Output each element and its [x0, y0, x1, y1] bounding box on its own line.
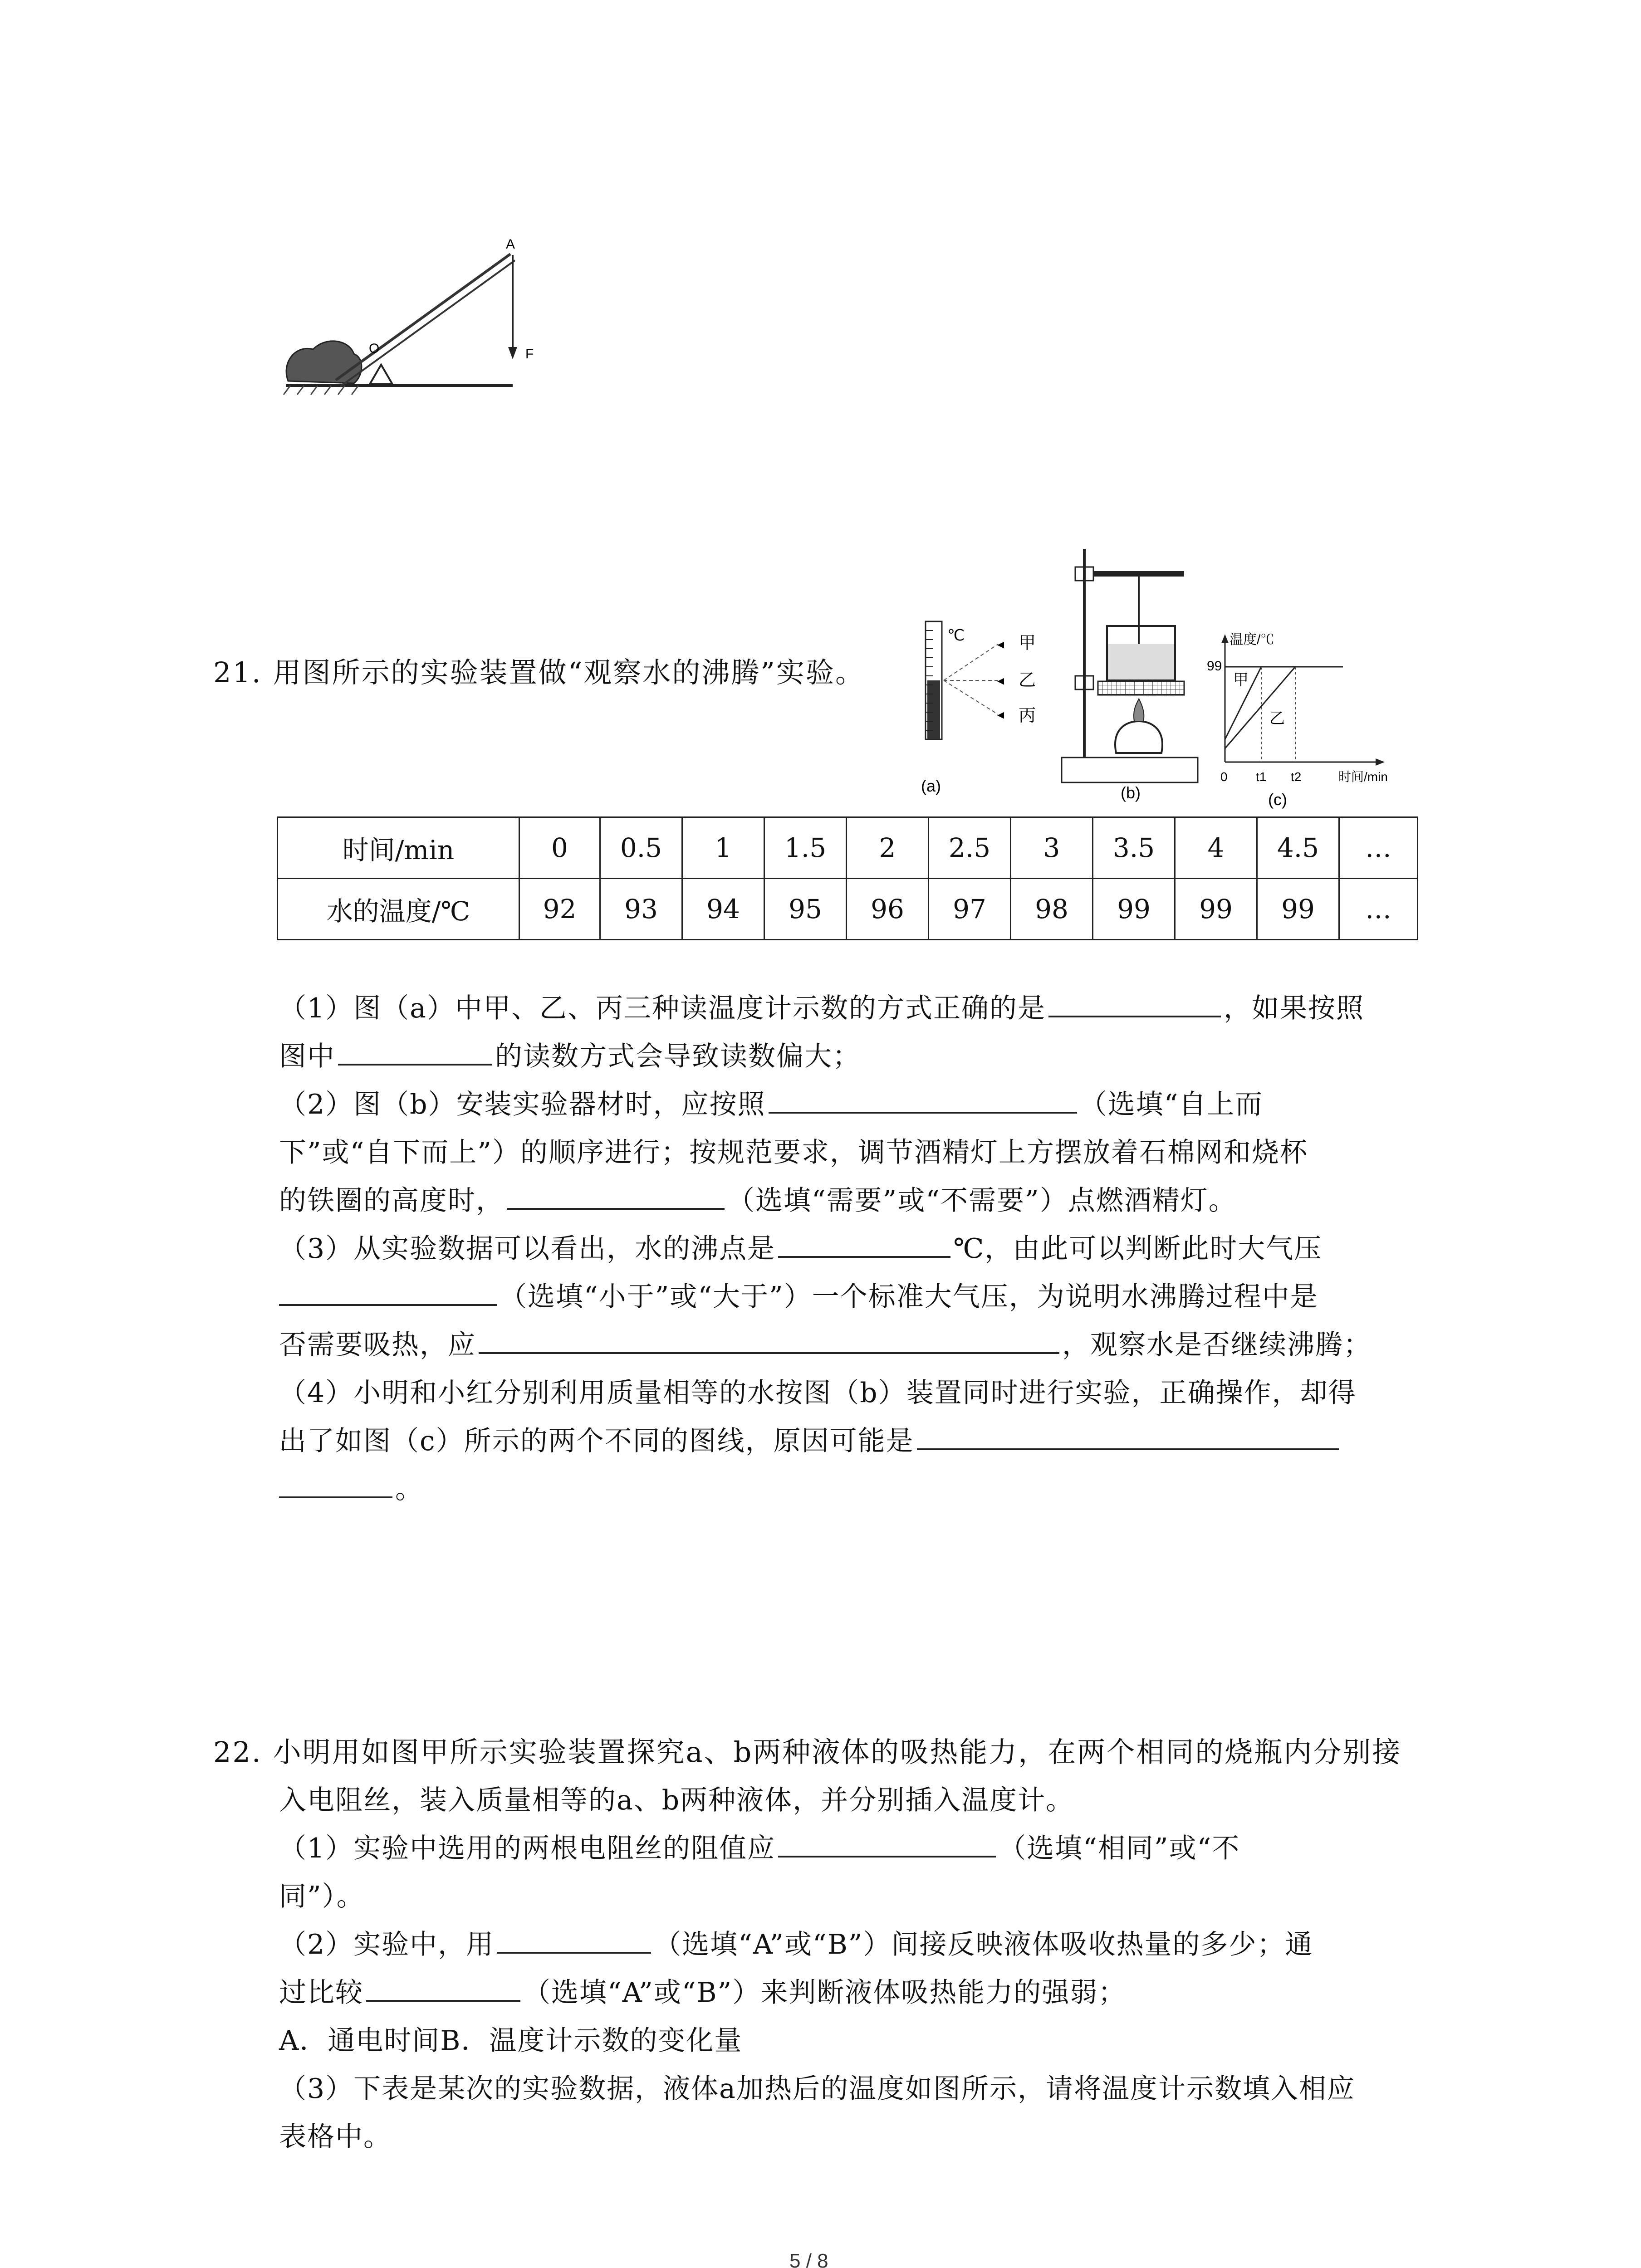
reader-jia: 甲	[1019, 634, 1036, 653]
table-cell: 3	[1011, 817, 1093, 879]
answer-blank[interactable]	[1048, 987, 1221, 1017]
q22-text: （选填“A”或“B”）来判断液体吸热能力的强弱；	[523, 1977, 1127, 2009]
table-cell: …	[1339, 879, 1418, 940]
q22-number: 22.	[213, 1735, 262, 1769]
q22-line1	[213, 1728, 1401, 1776]
graph-t1: t1	[1256, 770, 1267, 784]
q21-text: 。	[395, 1473, 423, 1505]
q21-text: （选填“小于”或“大于”）一个标准大气压，为说明水沸腾过程中是	[500, 1281, 1318, 1313]
q21-text: 的铁圈的高度时，	[279, 1185, 504, 1217]
table-cell: 99	[1175, 879, 1257, 940]
table-cell: 2.5	[929, 817, 1011, 879]
lever-bar	[336, 254, 510, 380]
eye-symbol-1: ◂	[997, 637, 1004, 652]
q21-prompt: 用图所示的实验装置做“观察水的沸腾”实验。	[273, 656, 865, 689]
q22-options	[279, 2017, 742, 2065]
table-header-temp: 水的温度/℃	[278, 879, 519, 940]
q21-text: （3）从实验数据可以看出，水的沸点是	[279, 1233, 776, 1265]
table-cell: 1.5	[764, 817, 847, 879]
graph-ylabel: 温度/℃	[1230, 632, 1274, 647]
answer-blank[interactable]	[366, 1972, 520, 2002]
q22-part1-line1	[279, 1824, 1240, 1872]
q21-text: 下”或“自下而上”）的顺序进行；按规范要求，调节酒精灯上方摆放着石棉网和烧杯	[279, 1137, 1308, 1168]
answer-blank[interactable]	[338, 1036, 492, 1066]
q21-text: （选填“需要”或“不需要”）点燃酒精灯。	[727, 1185, 1237, 1217]
q21-part2-line3	[279, 1177, 1237, 1225]
graph-origin: 0	[1220, 770, 1228, 784]
q22-part3-line1	[279, 2065, 1355, 2113]
q22-text: 同”）。	[279, 1881, 365, 1912]
table-cell: 4	[1175, 817, 1257, 879]
eye-symbol-2: ◂	[997, 673, 1004, 688]
table-cell: 0.5	[600, 817, 682, 879]
table-cell: 2	[847, 817, 929, 879]
reader-yi: 乙	[1019, 671, 1036, 690]
q21-text: 图中	[279, 1041, 335, 1072]
answer-blank[interactable]	[778, 1828, 996, 1857]
table-cell: 1	[682, 817, 764, 879]
table-row-time	[278, 817, 1418, 879]
table-cell: 93	[600, 879, 682, 940]
table-cell: 92	[519, 879, 600, 940]
answer-blank[interactable]	[279, 1276, 497, 1306]
q22-part3-line2	[279, 2113, 392, 2161]
q21-title	[213, 649, 865, 697]
table-row-temp	[278, 879, 1418, 940]
table-cell: 3.5	[1093, 817, 1175, 879]
answer-blank[interactable]	[479, 1324, 1059, 1354]
table-cell: 4.5	[1257, 817, 1339, 879]
answer-blank[interactable]	[778, 1228, 950, 1258]
figure-a-caption: (a)	[921, 777, 941, 795]
table-cell: 99	[1257, 879, 1339, 940]
eye-symbol-3: ◂	[997, 707, 1004, 722]
q22-part2-line2	[279, 1969, 1126, 2017]
answer-blank[interactable]	[279, 1468, 392, 1498]
table-cell: 97	[929, 879, 1011, 940]
q21-text: （2）图（b）安装实验器材时，应按照	[279, 1089, 766, 1120]
q22-text: 小明用如图甲所示实验装置探究a、b两种液体的吸热能力，在两个相同的烧瓶内分别接	[273, 1735, 1402, 1769]
q21-text: ，如果按照	[1223, 992, 1364, 1024]
answer-blank[interactable]	[769, 1084, 1077, 1114]
q21-part4-line3	[279, 1465, 423, 1513]
q22-text: （2）实验中，用	[279, 1929, 495, 1960]
q21-part1-line2	[279, 1032, 861, 1080]
figure-c-graph	[1207, 631, 1416, 812]
table-cell: 0	[519, 817, 600, 879]
q22-text: （选填“A”或“B”）间接反映液体吸收热量的多少；通	[654, 1929, 1313, 1960]
q22-text: （选填“相同”或“不	[999, 1833, 1240, 1864]
q21-part3-line1	[279, 1225, 1322, 1273]
q22-text: （1）实验中选用的两根电阻丝的阻值应	[279, 1833, 776, 1864]
label-F: F	[525, 347, 534, 362]
answer-blank[interactable]	[917, 1420, 1339, 1450]
reader-bing: 丙	[1019, 706, 1036, 725]
table-cell: 96	[847, 879, 929, 940]
unit-label: ℃	[947, 627, 965, 644]
q22-text: （3）下表是某次的实验数据，液体a加热后的温度如图所示，请将温度计示数填入相应	[279, 2073, 1355, 2105]
boiling-data-table	[277, 816, 1418, 940]
answer-blank[interactable]	[507, 1180, 725, 1210]
q21-part3-line2	[279, 1273, 1318, 1321]
table-header-time: 时间/min	[278, 817, 519, 879]
graph-tick-99: 99	[1207, 659, 1222, 674]
q22-line2	[279, 1776, 1074, 1824]
table-cell: 98	[1011, 879, 1093, 940]
q21-part1-line1	[279, 984, 1364, 1032]
label-yi: 乙	[1269, 710, 1285, 727]
q22-text: 表格中。	[279, 2121, 392, 2153]
q21-text: （1）图（a）中甲、乙、丙三种读温度计示数的方式正确的是	[279, 992, 1046, 1024]
wire-gauze	[1098, 681, 1184, 695]
figure-c-caption: (c)	[1268, 790, 1287, 809]
label-A: A	[506, 237, 515, 252]
q21-part3-line3	[279, 1321, 1372, 1369]
alcohol-lamp	[1115, 721, 1162, 753]
q21-text: 否需要吸热，应	[279, 1329, 476, 1361]
q22-text: A．通电时间B．温度计示数的变化量	[279, 2025, 743, 2057]
q21-part2-line2	[279, 1129, 1308, 1177]
q21-text: （选填“自上而	[1079, 1089, 1264, 1120]
table-cell: 95	[764, 879, 847, 940]
table-cell: 94	[682, 879, 764, 940]
fulcrum-triangle	[370, 365, 392, 384]
label-O: O	[369, 341, 380, 356]
lever-figure	[277, 236, 558, 399]
table-cell: 99	[1093, 879, 1175, 940]
q21-part4-line1	[279, 1369, 1357, 1417]
table-cell: …	[1339, 817, 1418, 879]
q21-part4-line2	[279, 1417, 1342, 1465]
answer-blank[interactable]	[497, 1924, 651, 1954]
q21-text: ℃，由此可以判断此时大气压	[953, 1233, 1323, 1265]
graph-t2: t2	[1291, 770, 1302, 784]
q21-number: 21.	[213, 656, 262, 689]
label-jia: 甲	[1233, 671, 1249, 689]
graph-xlabel: 时间/min	[1338, 770, 1388, 784]
q22-part1-line2	[279, 1872, 365, 1921]
figure-b-caption: (b)	[1121, 783, 1141, 802]
q21-text: 的读数方式会导致读数偏大；	[495, 1041, 861, 1072]
q21-text: ，观察水是否继续沸腾；	[1062, 1329, 1372, 1361]
figure-b-apparatus	[1057, 540, 1220, 803]
q22-text: 过比较	[279, 1977, 363, 2009]
figure-a-thermometer	[907, 612, 1053, 803]
page-number: 5 / 8	[789, 2250, 828, 2268]
q22-text: 入电阻丝，装入质量相等的a、b两种液体，并分别插入温度计。	[279, 1784, 1074, 1816]
q22-part2-line1	[279, 1921, 1313, 1969]
q21-text: 出了如图（c）所示的两个不同的图线，原因可能是	[279, 1425, 914, 1457]
q21-text: （4）小明和小红分别利用质量相等的水按图（b）装置同时进行实验，正确操作，却得	[279, 1377, 1357, 1409]
stone-shape	[286, 341, 362, 383]
q21-part2-line1	[279, 1080, 1263, 1129]
